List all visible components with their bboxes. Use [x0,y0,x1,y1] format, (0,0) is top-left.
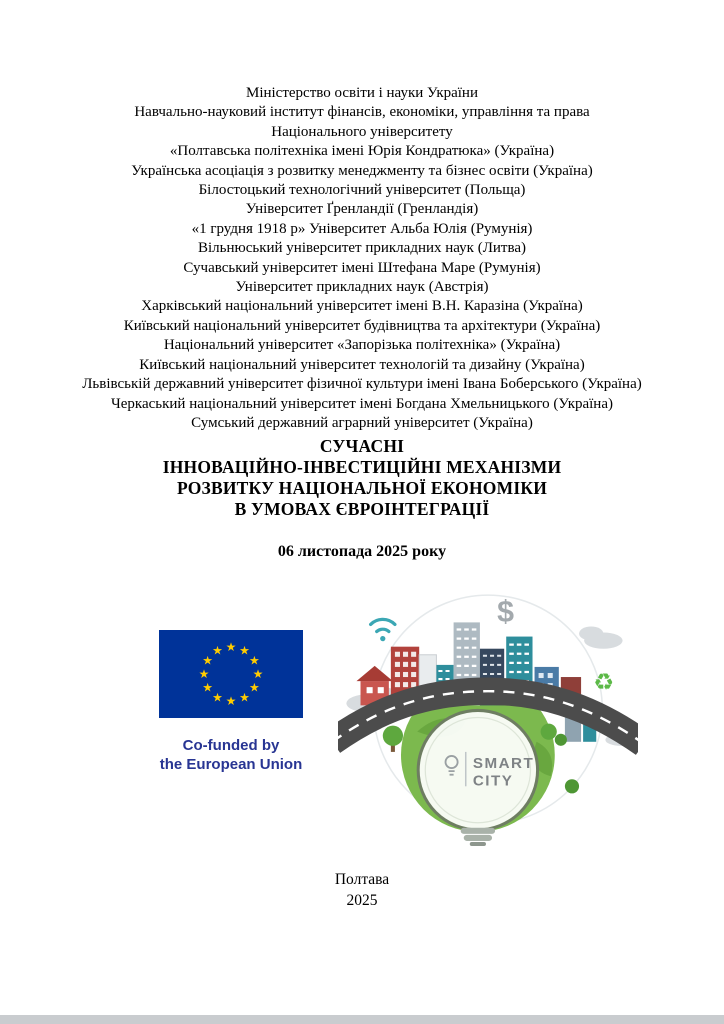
org-line: Вільнюський університет прикладних наук (Литва) [197,240,527,257]
org-line: Сумський державний аграрний університет (Україна) [191,414,533,431]
org-line: Харківський національний університет імені В.Н. Каразіна (Україна) [141,298,583,315]
imprint-year: 2025 [346,892,378,909]
wifi-icon [371,619,395,641]
imprint-city: Полтава [334,871,390,888]
svg-text:★: ★ [239,690,250,705]
smart-label: SMART [472,755,535,773]
conference-date: 06 листопада 2025 року [277,543,447,560]
org-line: Національного університету [271,123,453,140]
page-bottom-edge [0,1015,724,1024]
svg-text:★: ★ [249,680,260,695]
recycle-icon: ♻ [593,669,615,697]
smart-city-illustration [338,588,638,846]
bulb-base [461,828,495,846]
eu-caption-line: the European Union [159,756,303,773]
smart-city-bulb [418,710,537,846]
title-line: В УМОВАХ ЄВРОІНТЕГРАЦІЇ [234,499,490,519]
org-line: Білостоцький технологічний університет (Польща) [198,182,526,199]
org-line: Національний університет «Запорізька політехніка» (Україна) [163,337,561,354]
conference-title [20,436,704,520]
org-line: «1 грудня 1918 р» Університет Альба Юлія (Румунія) [191,220,533,237]
city-label: CITY [472,772,514,790]
eu-caption [158,736,304,774]
svg-text:★: ★ [252,667,264,681]
org-line: Українська асоціація з розвитку менеджменту та бізнес освіти (Україна) [131,162,593,179]
eu-cofunded-logo [158,630,304,774]
org-line: Університет прикладних наук (Австрія) [235,279,489,296]
smart-city-graphic [338,588,638,846]
title-line: СУЧАСНІ [319,436,405,456]
svg-text:★: ★ [198,667,210,681]
svg-text:★: ★ [212,643,223,658]
org-line: Міністерство освіти і науки України [245,85,478,101]
eu-caption-line: Co-funded by [182,737,280,754]
svg-text:★: ★ [202,653,213,668]
org-line: Сучавський університет імені Штефана Маре (Румунія) [183,259,541,276]
org-line: Львівській державний університет фізичної культури імені Івана Боберського (Україна) [82,376,642,393]
svg-text:★: ★ [239,643,250,658]
org-line: Навчально-науковий інститут фінансів, економіки, управління та права [134,104,590,121]
title-line: РОЗВИТКУ НАЦІОНАЛЬНОЇ ЕКОНОМІКИ [176,478,548,498]
svg-text:★: ★ [212,690,223,705]
svg-text:★: ★ [225,694,237,708]
org-line: Київський національний університет технологій та дизайну (Україна) [139,356,585,373]
org-line: Черкаський національний університет імені Богдана Хмельницького (Україна) [110,395,613,412]
organizations-list [20,84,704,433]
title-line: ІННОВАЦІЙНО-ІНВЕСТИЦІЙНІ МЕХАНІЗМИ [162,457,562,477]
imprint [0,869,724,911]
org-line: Київський національний університет будівництва та архітектури (Україна) [123,317,601,334]
svg-text:★: ★ [202,680,213,695]
org-line: «Полтавська політехніка імені Юрія Кондратюка» (Україна) [169,143,555,160]
dollar-icon: $ [497,595,514,629]
org-line: Університет Ґренландії (Гренландія) [245,201,479,218]
svg-text:★: ★ [249,653,260,668]
svg-text:★: ★ [225,640,237,654]
eu-flag-icon [159,630,303,718]
